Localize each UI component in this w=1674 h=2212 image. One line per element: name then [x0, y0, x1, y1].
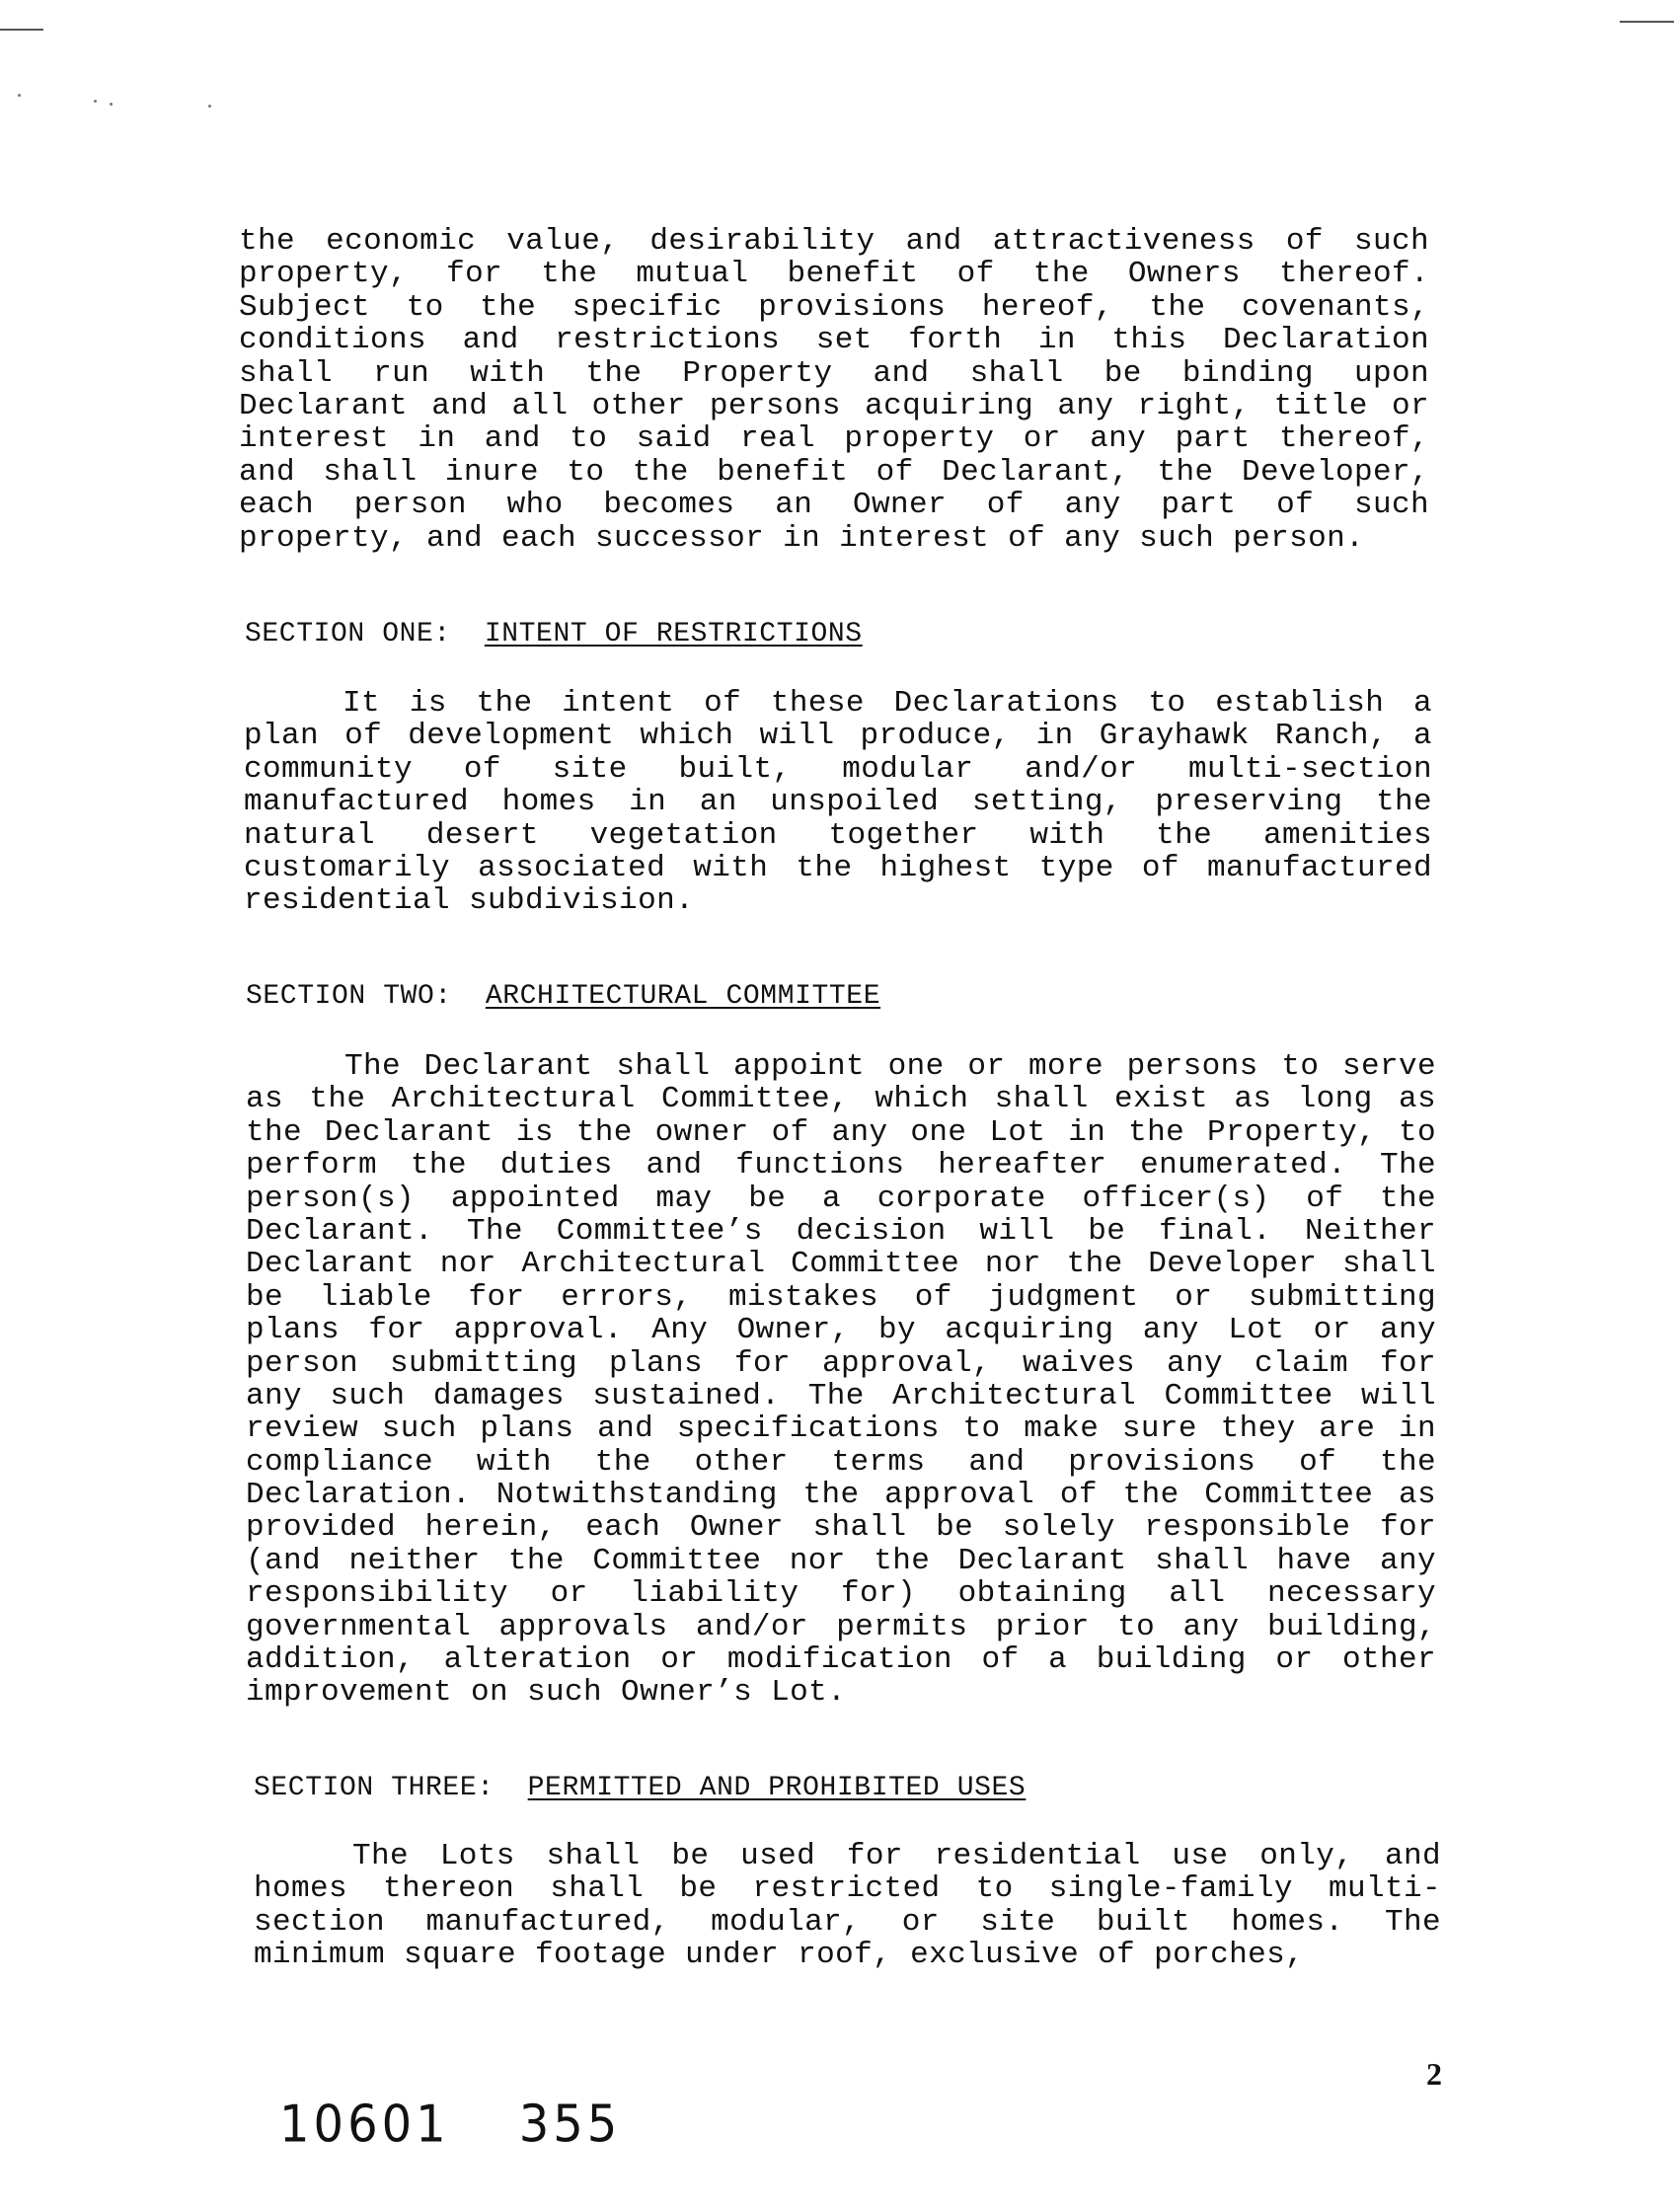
- text-line: community of site built, modular and/or multi-section: [244, 751, 1432, 787]
- scan-mark-top-right: [1620, 21, 1674, 23]
- recording-book-number: 10601: [279, 2094, 450, 2155]
- text-line: review such plans and specifications to make sure they are in: [246, 1411, 1436, 1447]
- text-line: residential subdivision.: [244, 883, 695, 919]
- text-line: natural desert vegetation together with the amenities: [244, 817, 1432, 853]
- text-line: plan of development which will produce, in Grayhawk Ranch, a: [244, 719, 1432, 754]
- section-number: SECTION TWO:: [246, 981, 452, 1012]
- text-line: any such damages sustained. The Architectural Committee will: [246, 1378, 1436, 1413]
- text-line: compliance with the other terms and provisions of the: [246, 1444, 1436, 1480]
- opening-paragraph: [239, 225, 1429, 555]
- text-line: The Lots shall be used for residential use only, and: [352, 1839, 1441, 1873]
- text-line: minimum square footage under roof, exclusive of porches,: [254, 1938, 1305, 1973]
- text-line: Declarant nor Architectural Committee nor the Developer shall: [246, 1247, 1436, 1282]
- text-line: plans for approval. Any Owner, by acquiring any Lot or any: [246, 1313, 1436, 1348]
- text-line: conditions and restrictions set forth in this Declaration: [239, 323, 1429, 358]
- text-line: be liable for errors, mistakes of judgment or submitting: [246, 1279, 1436, 1315]
- text-line: as the Architectural Committee, which shall exist as long as: [246, 1082, 1436, 1117]
- text-line: manufactured homes in an unspoiled setting, preserving the: [244, 785, 1432, 820]
- section-one-body: [244, 687, 1432, 918]
- text-line: addition, alteration or modification of a building or other: [246, 1642, 1436, 1678]
- text-line: interest in and to said real property or any part thereof,: [239, 421, 1429, 457]
- section-number: SECTION ONE:: [245, 619, 451, 649]
- scan-speck: [110, 103, 113, 106]
- recording-stamp: [279, 2095, 621, 2154]
- text-line: responsibility or liability for) obtaining all necessary: [246, 1576, 1436, 1612]
- text-line: It is the intent of these Declarations to establish a: [342, 686, 1432, 721]
- section-three-heading: [254, 1772, 1026, 1805]
- section-title: PERMITTED AND PROHIBITED USES: [527, 1773, 1027, 1803]
- scan-speck: [94, 100, 97, 103]
- text-line: person submitting plans for approval, waives any claim for: [246, 1345, 1436, 1381]
- scan-speck: [208, 105, 211, 108]
- scan-speck: [18, 94, 21, 97]
- section-two-body: [246, 1050, 1436, 1710]
- text-line: improvement on such Owner’s Lot.: [246, 1675, 847, 1711]
- text-line: section manufactured, modular, or site built homes. The: [254, 1904, 1441, 1940]
- text-line: Declaration. Notwithstanding the approval of the Committee as: [246, 1478, 1436, 1513]
- text-line: each person who becomes an Owner of any part of such: [239, 488, 1429, 523]
- section-three-body: [254, 1840, 1441, 1972]
- recording-page-number: 355: [518, 2094, 622, 2155]
- section-one-heading: [245, 618, 863, 651]
- section-title: INTENT OF RESTRICTIONS: [484, 619, 863, 649]
- text-line: perform the duties and functions hereafter enumerated. The: [246, 1148, 1436, 1183]
- text-line: shall run with the Property and shall be binding upon: [239, 355, 1429, 391]
- text-line: customarily associated with the highest type of manufactured: [244, 850, 1432, 885]
- section-title: ARCHITECTURAL COMMITTEE: [485, 981, 881, 1012]
- text-line: homes thereon shall be restricted to single-family multi-: [254, 1871, 1441, 1907]
- scan-mark-top-left: [0, 29, 43, 31]
- text-line: governmental approvals and/or permits prior to any building,: [246, 1609, 1436, 1644]
- text-line: and shall inure to the benefit of Declarant, the Developer,: [239, 454, 1429, 490]
- section-number: SECTION THREE:: [254, 1773, 495, 1803]
- text-line: property, for the mutual benefit of the Owners thereof.: [239, 257, 1429, 292]
- section-two-heading: [246, 980, 880, 1014]
- text-line: The Declarant shall appoint one or more persons to serve: [344, 1049, 1436, 1084]
- text-line: property, and each successor in interest of any such person.: [239, 520, 1365, 556]
- text-line: Declarant. The Committee’s decision will be final. Neither: [246, 1213, 1436, 1249]
- page-number: 2: [1426, 2056, 1442, 2092]
- text-line: the Declarant is the owner of any one Lot in the Property, to: [246, 1114, 1436, 1150]
- text-line: Subject to the specific provisions hereof, the covenants,: [239, 289, 1429, 325]
- text-line: person(s) appointed may be a corporate officer(s) of the: [246, 1181, 1436, 1216]
- text-line: Declarant and all other persons acquiring any right, title or: [239, 388, 1429, 423]
- text-line: the economic value, desirability and attractiveness of such: [239, 224, 1429, 259]
- text-line: provided herein, each Owner shall be solely responsible for: [246, 1510, 1436, 1546]
- text-line: (and neither the Committee nor the Declarant shall have any: [246, 1543, 1436, 1578]
